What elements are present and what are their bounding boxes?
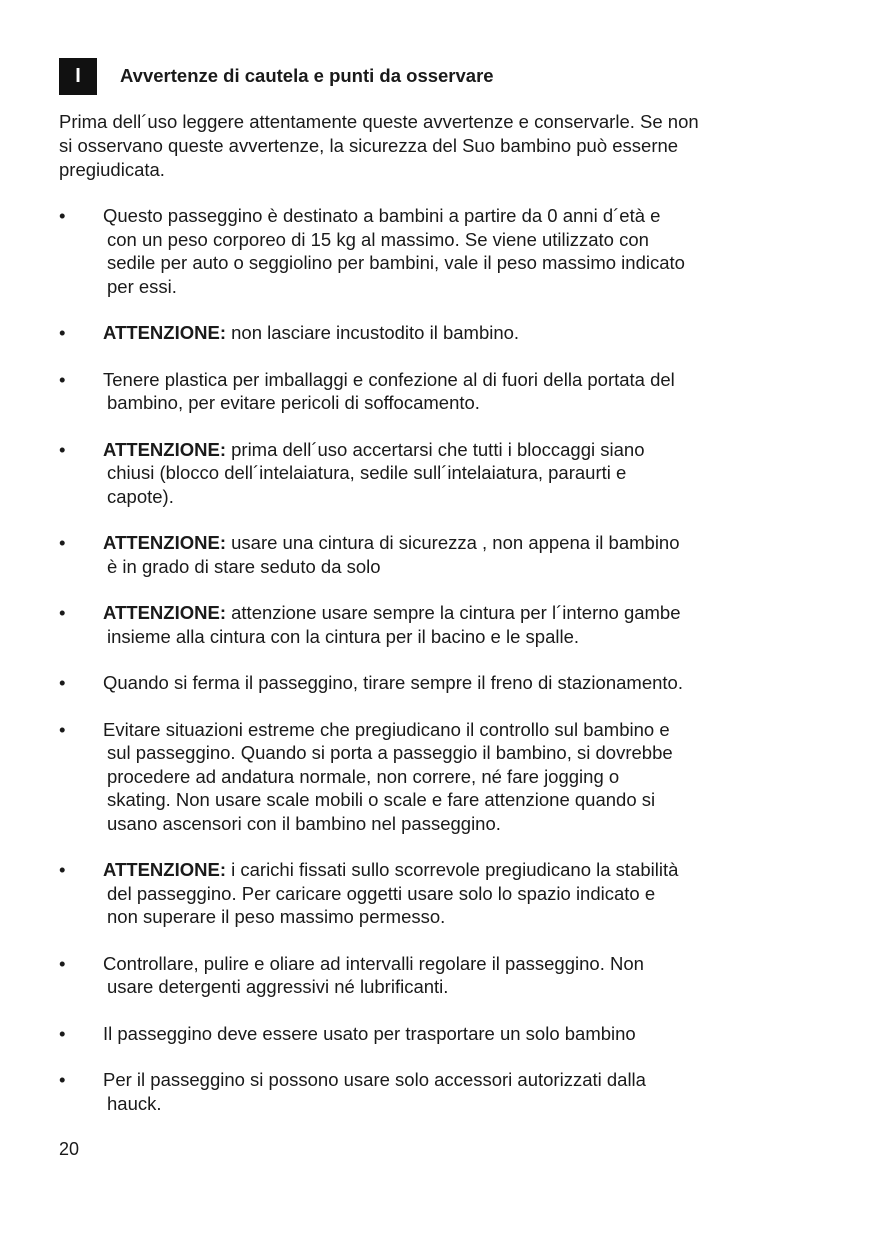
attention-label: ATTENZIONE: <box>103 438 226 460</box>
warning-text: Questo passeggino è destinato a bambini a partire da 0 anni d´età e <box>103 205 661 226</box>
attention-label: ATTENZIONE: <box>103 322 226 343</box>
page-number: 20 <box>59 1139 80 1159</box>
attention-label: ATTENZIONE: <box>103 602 226 623</box>
warning-line: skating. Non usare scale mobili o scale e fare attenzione quando si <box>107 789 656 810</box>
warning-text: attenzione usare sempre la cintura per l´interno gambe <box>225 602 681 623</box>
intro-line: Prima dell´uso leggere attentamente queste avvertenze e conservarle. Se non <box>59 111 699 132</box>
warning-line <box>103 671 819 695</box>
bullet-point-icon: • <box>59 952 66 974</box>
bullet-point-icon: • <box>59 718 66 740</box>
warning-line: non superare il peso massimo permesso. <box>107 906 446 927</box>
warning-line: usano ascensori con il bambino nel passeggino. <box>107 812 501 834</box>
warning-item <box>59 952 819 999</box>
warning-line <box>103 601 819 625</box>
intro-paragraph <box>59 110 794 182</box>
warning-line <box>103 204 819 228</box>
bullet-point-icon: • <box>59 438 66 460</box>
warning-line: è in grado di stare seduto da solo <box>107 555 381 577</box>
warning-text: Tenere plastica per imballaggi e confezione al di fuori della portata del <box>103 368 675 390</box>
warning-line: usare detergenti aggressivi né lubrificanti. <box>107 976 449 997</box>
warning-line <box>103 438 819 462</box>
warning-item <box>59 368 819 415</box>
intro-line: pregiudicata. <box>59 159 165 180</box>
warning-list <box>59 204 819 1138</box>
warning-line: procedere ad andatura normale, non correre, né fare jogging o <box>107 765 620 787</box>
warning-text: non lasciare incustodito il bambino. <box>225 322 520 343</box>
warning-item <box>59 858 819 929</box>
warning-line: sul passeggino. Quando si porta a passeggio il bambino, si dovrebbe <box>107 742 673 763</box>
warning-item <box>59 718 819 836</box>
bullet-point-icon: • <box>59 672 66 693</box>
warning-line: chiusi (blocco dell´intelaiatura, sedile sull´intelaiatura, paraurti e <box>107 462 627 483</box>
warning-item <box>59 321 819 345</box>
warning-text: i carichi fissati sullo scorrevole pregiudicano la stabilità <box>225 859 679 880</box>
warning-line <box>103 1068 819 1092</box>
attention-label: ATTENZIONE: <box>103 859 226 880</box>
warning-line: bambino, per evitare pericoli di soffocamento. <box>107 392 480 413</box>
warning-item <box>59 1068 819 1115</box>
warning-item <box>59 671 819 695</box>
warning-item <box>59 1022 819 1046</box>
intro-line: si osservano queste avvertenze, la sicurezza del Suo bambino può esserne <box>59 135 679 156</box>
warning-line <box>103 952 819 976</box>
warning-line <box>103 531 819 555</box>
warning-item <box>59 204 819 298</box>
warning-line: insieme alla cintura con la cintura per il bacino e le spalle. <box>107 625 580 647</box>
warning-line <box>103 321 819 345</box>
language-badge: I <box>59 58 97 95</box>
warning-text: usare una cintura di sicurezza , non appena il bambino <box>225 532 680 553</box>
warning-line: del passeggino. Per caricare oggetti usare solo lo spazio indicato e <box>107 882 656 904</box>
warning-line <box>103 368 819 392</box>
bullet-point-icon: • <box>59 322 66 343</box>
bullet-point-icon: • <box>59 1069 66 1090</box>
warning-line <box>103 718 819 742</box>
warning-text: Il passeggino deve essere usato per trasportare un solo bambino <box>103 1022 636 1044</box>
bullet-point-icon: • <box>59 1022 66 1044</box>
warning-line <box>103 1022 819 1046</box>
bullet-point-icon: • <box>59 602 66 623</box>
warning-item <box>59 438 819 509</box>
warning-line: per essi. <box>107 275 177 297</box>
warning-line <box>103 858 819 882</box>
warning-line: sedile per auto o seggiolino per bambini, vale il peso massimo indicato <box>107 252 685 273</box>
warning-line: hauck. <box>107 1092 162 1114</box>
bullet-point-icon: • <box>59 859 66 880</box>
warning-line: capote). <box>107 485 174 507</box>
bullet-point-icon: • <box>59 368 66 390</box>
warning-text: prima dell´uso accertarsi che tutti i bloccaggi siano <box>225 438 645 460</box>
warning-text: Quando si ferma il passeggino, tirare sempre il freno di stazionamento. <box>103 672 683 693</box>
bullet-point-icon: • <box>59 532 66 553</box>
warning-item <box>59 531 819 578</box>
warning-line: con un peso corporeo di 15 kg al massimo. Se viene utilizzato con <box>107 228 649 250</box>
warning-text: Controllare, pulire e oliare ad intervalli regolare il passeggino. Non <box>103 952 644 974</box>
warning-text: Evitare situazioni estreme che pregiudicano il controllo sul bambino e <box>103 718 670 740</box>
bullet-point-icon: • <box>59 205 66 226</box>
section-heading: Avvertenze di cautela e punti da osservare <box>120 65 494 86</box>
warning-item <box>59 601 819 648</box>
warning-text: Per il passeggino si possono usare solo accessori autorizzati dalla <box>103 1069 646 1090</box>
attention-label: ATTENZIONE: <box>103 532 226 553</box>
